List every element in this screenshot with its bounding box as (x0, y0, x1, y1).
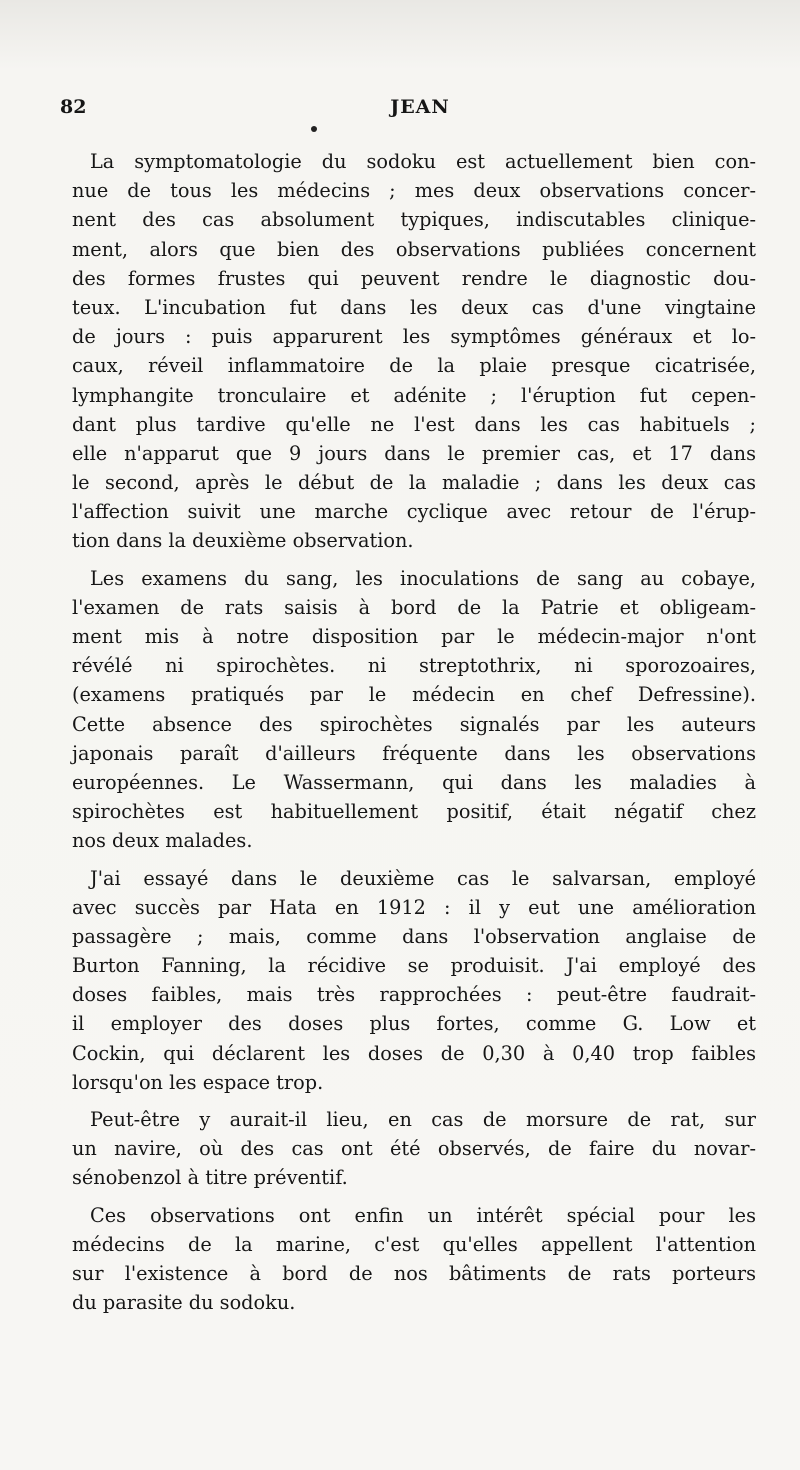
text-line: lorsqu'on les espace trop. (72, 1070, 324, 1094)
text-line: lymphangite tronculaire et adénite ; l'éruption fut cepen- (72, 383, 756, 407)
paragraph (72, 564, 756, 856)
text-line: caux, réveil inflammatoire de la plaie presque cicatrisée, (72, 354, 756, 378)
text-line: J'ai essayé dans le deuxième cas le salvarsan, employé (90, 866, 756, 890)
text-line: Les examens du sang, les inoculations de sang au cobaye, (90, 566, 756, 590)
text-line: sénobenzol à titre préventif. (72, 1166, 348, 1190)
text-line: japonais paraît d'ailleurs fréquente dans les observations (72, 741, 756, 765)
text-line: doses faibles, mais très rapprochées : peut-être faudrait- (72, 983, 756, 1007)
text-line: tion dans la deuxième observation. (72, 529, 414, 553)
text-line: médecins de la marine, c'est qu'elles appellent l'attention (72, 1232, 756, 1256)
paragraph-gap (72, 556, 756, 564)
text-line: Ces observations ont enfin un intérêt spécial pour les (90, 1203, 756, 1227)
text-line: nos deux malades. (72, 829, 253, 853)
ornament-dot (311, 126, 317, 132)
page-number: 82 (60, 96, 87, 118)
paragraph (72, 1105, 756, 1193)
text-line: nent des cas absolument typiques, indiscutables clinique- (72, 208, 756, 232)
text-line: sur l'existence à bord de nos bâtiments de rats porteurs (72, 1261, 756, 1285)
paragraph (72, 1201, 756, 1318)
text-line: ment, alors que bien des observations publiées concernent (72, 237, 756, 261)
paragraph (72, 864, 756, 1098)
text-line: Peut-être y aurait-il lieu, en cas de morsure de rat, sur (90, 1108, 756, 1131)
text-line: européennes. Le Wassermann, qui dans les maladies à (72, 770, 756, 794)
text-line: dant plus tardive qu'elle ne l'est dans les cas habituels ; (72, 412, 756, 436)
paragraph-gap (72, 1097, 756, 1105)
body-text (72, 147, 756, 1317)
text-line: il employer des doses plus fortes, comme G. Low et (72, 1012, 756, 1036)
text-line: spirochètes est habituellement positif, était négatif chez (72, 800, 756, 824)
text-line: l'examen de rats saisis à bord de la Patrie et obligeam- (72, 595, 756, 619)
text-line: elle n'apparut que 9 jours dans le premier cas, et 17 dans (72, 441, 756, 465)
text-line: Burton Fanning, la récidive se produisit. J'ai employé des (72, 954, 756, 978)
text-line: passagère ; mais, comme dans l'observation anglaise de (72, 924, 756, 948)
paragraph (72, 147, 756, 556)
running-head: JEAN (390, 96, 450, 118)
text-line: l'affection suivit une marche cyclique avec retour de l'érup- (72, 500, 756, 524)
text-line: La symptomatologie du sodoku est actuellement bien con- (90, 150, 756, 173)
text-line: de jours : puis apparurent les symptômes généraux et lo- (72, 325, 756, 349)
text-line: le second, après le début de la maladie ; dans les deux cas (72, 471, 756, 495)
text-line: Cockin, qui déclarent les doses de 0,30 à 0,40 trop faibles (72, 1041, 756, 1065)
text-line: du parasite du sodoku. (72, 1291, 296, 1315)
page-header (60, 96, 740, 126)
text-line: ment mis à notre disposition par le médecin-major n'ont (72, 625, 756, 648)
text-line: Cette absence des spirochètes signalés par les auteurs (72, 712, 756, 736)
paragraph-gap (72, 856, 756, 864)
text-line: nue de tous les médecins ; mes deux observations concer- (72, 179, 756, 203)
text-line: (examens pratiqués par le médecin en chef Defressine). (72, 683, 756, 707)
text-line: un navire, où des cas ont été observés, de faire du novar- (72, 1137, 756, 1161)
text-line: révélé ni spirochètes. ni streptothrix, ni sporozoaires, (72, 654, 756, 678)
text-line: des formes frustes qui peuvent rendre le diagnostic dou- (72, 266, 756, 290)
text-line: teux. L'incubation fut dans les deux cas d'une vingtaine (72, 295, 756, 319)
text-line: avec succès par Hata en 1912 : il y eut une amélioration (72, 895, 756, 919)
paragraph-gap (72, 1193, 756, 1201)
